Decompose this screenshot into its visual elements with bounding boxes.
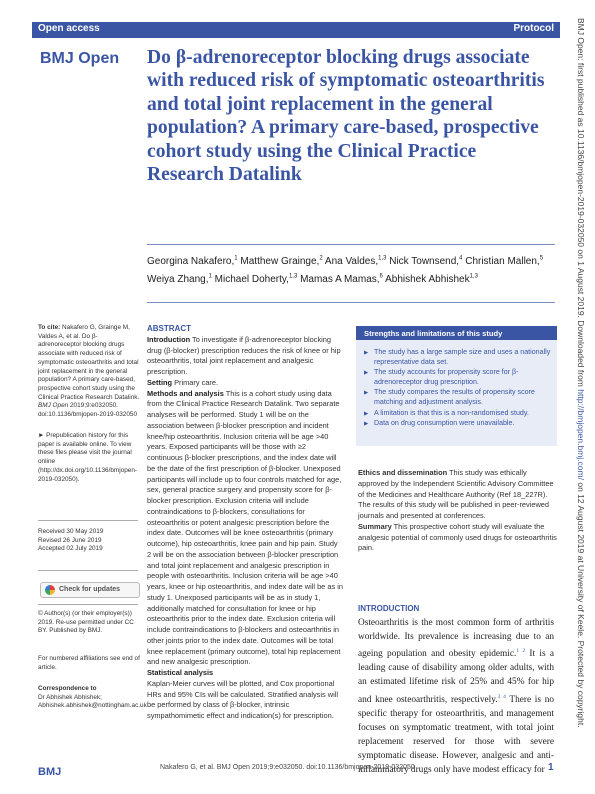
author-list (147, 252, 555, 288)
vertical-copyright-note: BMJ Open: first published as 10.1136/bmjopen-2019-032050 on 1 August 2019. Downloaded from http://bmjopen.bmj.com/ on 12 August 2019 at University of Keele. Protected by copyright. (576, 18, 586, 728)
citation-block: To cite: Nakafero G, Grainge M, Valdes A, et al. Do β-adrenoreceptor blocking drugs associate with reduced risk of symptomatic osteoarthritis and total joint replacement in the general population? A primary care-based, prospective cohort study using the Clinical Practice Research Datalink. BMJ Open 2019;9:e032050. doi:10.1136/bmjopen-2019-032050 (38, 324, 140, 419)
footer-citation: Nakafero G, et al. BMJ Open 2019;9:e032050. doi:10.1136/bmjopen-2019-032050 (160, 764, 415, 771)
author: Georgina Nakafero,$^1$ (147, 256, 238, 268)
author: Christian Mallen,$^5$ (465, 256, 544, 268)
ethics-section: Ethics and dissemination This study was ethically approved by the Independent Scientific Advisory Committee of the Medicines and Healthcare Authority (Ref 18_227R). The results of this study will be published in peer-reviewed journals and presented at conferences. Summary This prospective cohort study will evaluate the analgesic potential of commonly used drugs for osteoarthritis pain. (358, 468, 557, 553)
abstract-setting: Setting Primary care. (147, 377, 219, 387)
divider (38, 604, 138, 605)
divider (147, 302, 555, 303)
top-banner (32, 22, 560, 38)
author: Ana Valdes,$^{1,3}$ (324, 256, 387, 268)
affiliations-note: For numbered affiliations see end of article. (38, 655, 140, 671)
article-type-label: Protocol (513, 23, 554, 34)
journal-link[interactable]: http://bmjopen.bmj.com/ (576, 389, 586, 480)
prepublication-note: ► Prepublication history for this paper is available online. To view these files please visit the journal online (http://dx.doi.org/10.1136/bmjopen-2019-032050). (38, 432, 137, 483)
abstract-introduction: Introduction To investigate if β-adrenoreceptor blocking drug (β-blocker) prescription reduces the risk of knee or hip osteoarthritis, total joint replacement and analgesic prescription. (147, 334, 341, 376)
abstract-heading: ABSTRACT (147, 324, 191, 333)
open-access-label: Open access (38, 23, 100, 34)
crossmark-icon (45, 585, 55, 595)
abstract-methods: Methods and analysis This is a cohort study using data from the Clinical Practice Research Datalink. Two separate analyses will be performed. Study 1 will be on the association between β-blocker prescription and incident knee/hip osteoarthritis. Inclusion criteria will be age >40 years. Exposed participants will be those with ≥2 continuous β-blocker prescriptions, and the index date will be the date of the first prescription of β-blocker. Unexposed participants will include up to four controls matched for age, sex, general practice surgery and propensity score for β-blocker prescription. Exclusion criteria will include contraindications to β-blockers, consultations for osteoarthritis or potent analgesic prescription before the index date. Outcomes will be knee osteoarthritis (primary outcome), hip osteoarthritis, knee pain and hip pain. Study 2 will be on the association between β-blocker prescription and total joint replacement and analgesic prescription in people with osteoarthritis. Inclusion criteria will be age >40 years, knee or hip osteoarthritis, and index date will be as in study 1. Unexposed participants will be as in study 1, additionally matched for consultation for knee or hip osteoarthritis prior to the index date. Exclusion criteria will include contraindications to β-blockers and osteoarthritis in other joints prior to the index date. Outcomes will be total knee replacement (primary outcome), total hip replacement and new analgesic prescription. (147, 388, 343, 667)
introduction-heading: INTRODUCTION (358, 604, 420, 613)
footer-logo: BMJ (38, 766, 62, 778)
page-number: 1 (548, 762, 554, 773)
author: Michael Doherty,$^{1,3}$ (214, 273, 298, 286)
abstract-section (147, 324, 343, 722)
author: Abhishek Abhishek$^{1,3}$ (385, 273, 478, 286)
author: Nick Townsend,$^4$ (389, 256, 463, 268)
author: Mamas A Mamas,$^6$ (300, 273, 383, 286)
list-item: ▶ Data on drug consumption were unavailable. (364, 419, 551, 429)
list-item: ▶ The study accounts for propensity score for β-adrenoreceptor drug prescription. (364, 368, 551, 387)
author: Matthew Grainge,$^2$ (240, 256, 323, 268)
list-item: ▶ The study compares the results of propensity score matching and adjustment analysis. (364, 388, 551, 407)
strengths-heading: Strengths and limitations of this study (356, 326, 557, 340)
check-for-updates-button[interactable]: Check for updates (40, 582, 140, 598)
strengths-limitations-box (356, 326, 557, 446)
abstract-stats: Statistical analysis Kaplan-Meier curves will be plotted, and Cox proportional HRs and 95% CIs will be calculated. Stratified analysis will be performed by class of β-blocker, intrinsic sympathomimetic effect and indication(s) for prescription. (147, 668, 339, 720)
divider (38, 520, 138, 521)
correspondence-block: Correspondence to Dr Abhishek Abhishek; Abhishek.abhishek@nottingham.ac.uk (38, 685, 147, 710)
list-item: ▶ A limitation is that this is a non-randomised study. (364, 409, 551, 419)
dates-block: Received 30 May 2019 Revised 26 June 2019 Accepted 02 July 2019 (38, 528, 104, 553)
introduction-text: Osteoarthritis is the most common form of arthritis worldwide. Its prevalence is increasing due to an ageing population and obesity epidemic.$^{1 2}$ It is a leading cause of disability among older adults, with an estimated lifetime risk of 25% and 45% for hip and knee osteoarthritis, respectively.$^{3 4}$ There is no specific therapy for osteoarthritis, and management focuses on symptomatic treatment, with total joint replacement reserved for those with severe symptomatic disease. However, analgesic and anti-inflammatory drugs only have modest efficacy for (358, 618, 555, 776)
article-title: Do β-adrenoreceptor blocking drugs associate with reduced risk of symptomatic osteoarthritis and total joint replacement in the general population? A primary care-based, prospective cohort study using the Clinical Practice Research Datalink (147, 47, 545, 186)
copyright-block: © Author(s) (or their employer(s)) 2019. Re-use permitted under CC BY. Published by BMJ. (38, 610, 134, 635)
divider (147, 244, 555, 245)
divider (38, 570, 138, 571)
list-item: ▶ The study has a large sample size and uses a nationally representative data set. (364, 348, 551, 367)
author: Weiya Zhang,$^1$ (147, 273, 212, 286)
journal-logo: BMJ Open (40, 50, 120, 67)
strengths-list (364, 348, 551, 430)
